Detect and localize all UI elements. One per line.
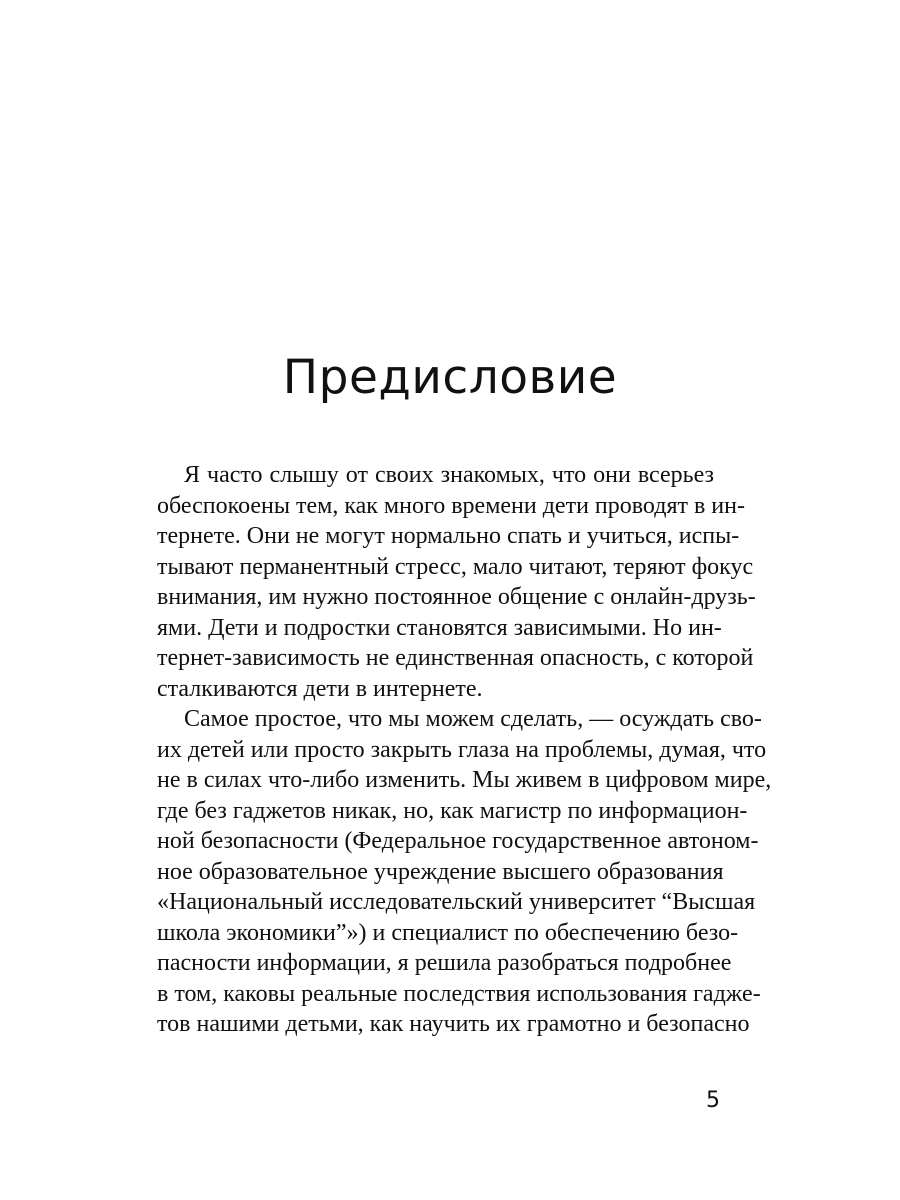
text-line: их детей или просто закрыть глаза на проблемы, думая, что bbox=[157, 736, 767, 763]
text-line: обеспокоены тем, как много времени дети проводят в ин- bbox=[157, 492, 745, 519]
text-line: ной безопасности (Федеральное государственное автоном- bbox=[157, 828, 759, 854]
text-line: тов нашими детьми, как научить их грамотно и безопасно bbox=[157, 1011, 750, 1037]
text-line: тывают перманентный стресс, мало читают, теряют фокус bbox=[157, 553, 754, 580]
body-text bbox=[157, 460, 772, 1040]
text-line: тернете. Они не могут нормально спать и учиться, испы- bbox=[157, 523, 740, 549]
text-line: сталкиваются дети в интернете. bbox=[157, 675, 483, 702]
text-line: тернет-зависимость не единственная опасность, с которой bbox=[157, 645, 754, 671]
text-line: ное образовательное учреждение высшего образования bbox=[157, 858, 724, 885]
text-line: Самое простое, что мы можем сделать, — осуждать сво- bbox=[184, 706, 762, 732]
text-line: где без гаджетов никак, но, как магистр по информацион- bbox=[157, 797, 748, 824]
text-line: ями. Дети и подростки становятся зависимыми. Но ин- bbox=[157, 614, 722, 641]
text-line: пасности информации, я решила разобраться подробнее bbox=[157, 950, 732, 976]
text-line: школа экономики”») и специалист по обеспечению безо- bbox=[157, 919, 739, 946]
text-line: внимания, им нужно постоянное общение с онлайн-друзь- bbox=[157, 584, 756, 610]
text-line: Я часто слышу от своих знакомых, что они всерьез bbox=[184, 462, 714, 488]
text-line: не в силах что-либо изменить. Мы живем в цифровом мире, bbox=[157, 767, 772, 793]
text-line: в том, каковы реальные последствия использования гадже- bbox=[157, 980, 761, 1007]
chapter-title: Предисловие bbox=[282, 350, 618, 405]
text-line: «Национальный исследовательский университет “Высшая bbox=[157, 889, 756, 915]
page-number: 5 bbox=[706, 1088, 720, 1113]
